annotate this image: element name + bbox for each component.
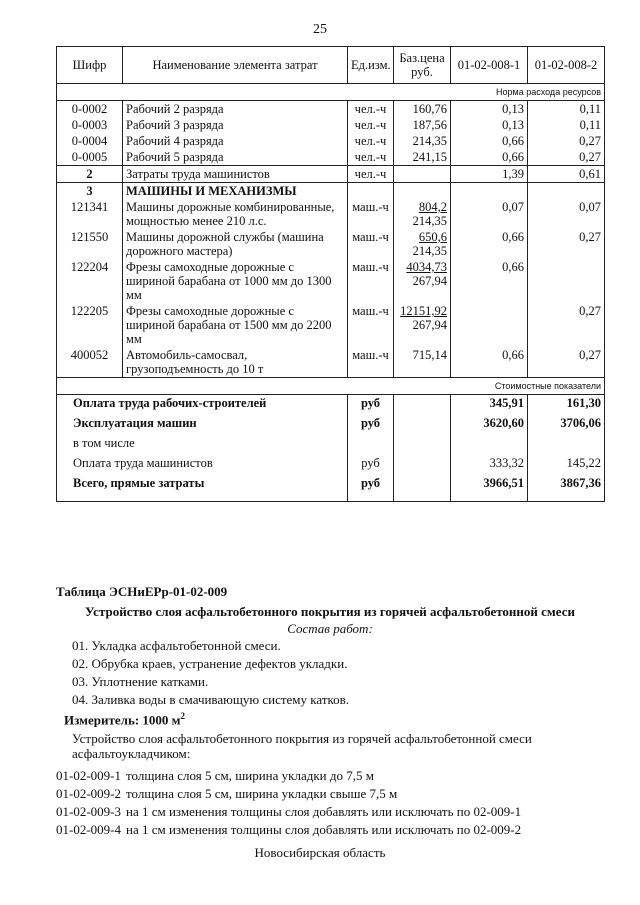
measure bbox=[64, 711, 185, 728]
row-value-1: 0,66 bbox=[451, 149, 528, 166]
row-code: 0-0005 bbox=[57, 149, 123, 166]
row-unit: маш.-ч bbox=[348, 347, 394, 378]
section-title: МАШИНЫ И МЕХАНИЗМЫ bbox=[123, 183, 348, 200]
machinist-price: 267,94 bbox=[412, 318, 447, 332]
row-value-1: 0,66 bbox=[451, 259, 528, 303]
machines-header-row bbox=[57, 183, 605, 200]
row-value-1: 0,07 bbox=[451, 199, 528, 229]
table-row bbox=[57, 347, 605, 378]
total-name: Всего, прямые затраты bbox=[57, 475, 348, 502]
table-row bbox=[57, 133, 605, 149]
row-unit: чел.-ч bbox=[348, 166, 394, 183]
totals-row bbox=[57, 435, 605, 455]
item-text: толщина слоя 5 см, ширина укладки свыше 7,5 м bbox=[126, 786, 398, 801]
row-value-2: 0,11 bbox=[528, 101, 605, 118]
row-code: 0-0002 bbox=[57, 101, 123, 118]
item-code: 01-02-009-4 bbox=[56, 822, 121, 837]
table-header-row bbox=[57, 47, 605, 84]
total-value-1: 333,32 bbox=[451, 455, 528, 475]
row-unit: маш.-ч bbox=[348, 303, 394, 347]
header-price: Баз.цена руб. bbox=[394, 47, 451, 84]
row-value-1: 1,39 bbox=[451, 166, 528, 183]
machinist-price: 267,94 bbox=[412, 274, 447, 288]
row-value-1: 0,66 bbox=[451, 347, 528, 378]
work-item: 03. Уплотнение катками. bbox=[72, 674, 209, 689]
row-price: 187,56 bbox=[394, 117, 451, 133]
row-name: Рабочий 5 разряда bbox=[123, 149, 348, 166]
list-item bbox=[56, 768, 374, 784]
row-value-2: 0,27 bbox=[528, 149, 605, 166]
totals-row bbox=[57, 475, 605, 502]
measure-label: Измеритель: 1000 м bbox=[64, 712, 181, 728]
machine-price: 4034,73 bbox=[406, 260, 447, 274]
row-unit: чел.-ч bbox=[348, 149, 394, 166]
row-price bbox=[394, 259, 451, 303]
item-code: 01-02-009-3 bbox=[56, 804, 121, 819]
total-unit: руб bbox=[348, 475, 394, 502]
resource-norm-table bbox=[56, 46, 605, 502]
list-item bbox=[56, 822, 521, 838]
row-unit: чел.-ч bbox=[348, 101, 394, 118]
work-item: 01. Укладка асфальтобетонной смеси. bbox=[72, 638, 281, 653]
row-price: 241,15 bbox=[394, 149, 451, 166]
row-price: 214,35 bbox=[394, 133, 451, 149]
total-unit: руб bbox=[348, 415, 394, 435]
row-name: Машины дорожные комбинированные, мощностью менее 210 л.с. bbox=[123, 199, 348, 229]
row-code: 121341 bbox=[57, 199, 123, 229]
measure-sup: 2 bbox=[180, 711, 186, 721]
table-row bbox=[57, 303, 605, 347]
total-name: Оплата труда машинистов bbox=[57, 455, 348, 475]
row-value-1 bbox=[451, 303, 528, 347]
row-value-2: 0,27 bbox=[528, 229, 605, 259]
list-item bbox=[56, 804, 521, 820]
item-text: на 1 см изменения толщины слоя добавлять или исключать по 02-009-1 bbox=[126, 804, 522, 819]
totals-row bbox=[57, 395, 605, 416]
row-code: 400052 bbox=[57, 347, 123, 378]
row-code: 122205 bbox=[57, 303, 123, 347]
list-item bbox=[56, 786, 397, 802]
row-code: 121550 bbox=[57, 229, 123, 259]
table-row bbox=[57, 149, 605, 166]
header-col1: 01-02-008-1 bbox=[451, 47, 528, 84]
row-unit: чел.-ч bbox=[348, 133, 394, 149]
row-price: 715,14 bbox=[394, 347, 451, 378]
total-value-1: 345,91 bbox=[451, 395, 528, 416]
machinists-row bbox=[57, 166, 605, 183]
row-unit: маш.-ч bbox=[348, 259, 394, 303]
item-code: 01-02-009-2 bbox=[56, 786, 121, 801]
row-code: 122204 bbox=[57, 259, 123, 303]
header-unit: Ед.изм. bbox=[348, 47, 394, 84]
row-name: Рабочий 2 разряда bbox=[123, 101, 348, 118]
table-row bbox=[57, 117, 605, 133]
table-row bbox=[57, 229, 605, 259]
work-item: 02. Обрубка краев, устранение дефектов укладки. bbox=[72, 656, 348, 671]
row-value-2: 0,11 bbox=[528, 117, 605, 133]
row-name: Фрезы самоходные дорожные с шириной барабана от 1000 мм до 1300 мм bbox=[123, 259, 348, 303]
total-value-2: 145,22 bbox=[528, 455, 605, 475]
row-name: Затраты труда машинистов bbox=[123, 166, 348, 183]
table-row bbox=[57, 199, 605, 229]
row-name: Рабочий 3 разряда bbox=[123, 117, 348, 133]
norm-caption-row bbox=[57, 84, 605, 101]
table-title: Таблица ЭСНиЕРр-01-02-009 bbox=[56, 584, 228, 599]
page-number: 25 bbox=[313, 22, 327, 37]
totals-row bbox=[57, 415, 605, 435]
total-value-2: 161,30 bbox=[528, 395, 605, 416]
region-footer: Новосибирская область bbox=[254, 845, 386, 860]
row-code: 0-0003 bbox=[57, 117, 123, 133]
total-value-1: 3620,60 bbox=[451, 415, 528, 435]
item-text: на 1 см изменения толщины слоя добавлять или исключать по 02-009-2 bbox=[126, 822, 522, 837]
item-code: 01-02-009-1 bbox=[56, 768, 121, 783]
row-value-2: 0,61 bbox=[528, 166, 605, 183]
cost-caption-row bbox=[57, 378, 605, 395]
cost-caption: Стоимостные показатели bbox=[57, 378, 605, 395]
row-unit: чел.-ч bbox=[348, 117, 394, 133]
total-value-2: 3706,06 bbox=[528, 415, 605, 435]
row-value-1: 0,13 bbox=[451, 117, 528, 133]
table-row bbox=[57, 259, 605, 303]
row-price bbox=[394, 199, 451, 229]
row-value-2: 0,07 bbox=[528, 199, 605, 229]
machine-price: 804,2 bbox=[418, 200, 447, 214]
description: Устройство слоя асфальтобетонного покрытия из горячей асфальтобетонной смеси асфальтоукладчиком: bbox=[72, 731, 532, 761]
row-price: 160,76 bbox=[394, 101, 451, 118]
row-price bbox=[394, 166, 451, 183]
work-item: 04. Заливка воды в смачивающую систему катков. bbox=[72, 692, 350, 707]
totals-row bbox=[57, 455, 605, 475]
row-price bbox=[394, 303, 451, 347]
row-value-1: 0,66 bbox=[451, 229, 528, 259]
table-row bbox=[57, 101, 605, 118]
total-unit: руб bbox=[348, 455, 394, 475]
row-value-1: 0,13 bbox=[451, 101, 528, 118]
row-code: 3 bbox=[57, 183, 123, 200]
row-name: Машины дорожной службы (машина дорожного мастера) bbox=[123, 229, 348, 259]
row-price bbox=[394, 229, 451, 259]
total-unit: руб bbox=[348, 395, 394, 416]
row-code: 0-0004 bbox=[57, 133, 123, 149]
row-value-2: 0,27 bbox=[528, 303, 605, 347]
total-name: в том числе bbox=[57, 435, 348, 455]
row-unit: маш.-ч bbox=[348, 199, 394, 229]
row-name: Фрезы самоходные дорожные с шириной барабана от 1500 мм до 2200 мм bbox=[123, 303, 348, 347]
total-name: Эксплуатация машин bbox=[57, 415, 348, 435]
header-col2: 01-02-008-2 bbox=[528, 47, 605, 84]
machine-price: 650,6 bbox=[418, 230, 447, 244]
row-unit: маш.-ч bbox=[348, 229, 394, 259]
composition-title: Состав работ: bbox=[287, 621, 373, 636]
row-value-2: 0,27 bbox=[528, 347, 605, 378]
header-code: Шифр bbox=[57, 47, 123, 84]
total-value-1: 3966,51 bbox=[451, 475, 528, 502]
row-value-2: 0,27 bbox=[528, 133, 605, 149]
total-name: Оплата труда рабочих-строителей bbox=[57, 395, 348, 416]
row-value-2 bbox=[528, 259, 605, 303]
item-text: толщина слоя 5 см, ширина укладки до 7,5 м bbox=[126, 768, 374, 783]
row-value-1: 0,66 bbox=[451, 133, 528, 149]
header-name: Наименование элемента затрат bbox=[123, 47, 348, 84]
machinist-price: 214,35 bbox=[412, 244, 447, 258]
machine-price: 12151,92 bbox=[400, 304, 447, 318]
total-value-2: 3867,36 bbox=[528, 475, 605, 502]
norm-caption: Норма расхода ресурсов bbox=[57, 84, 605, 101]
table-name: Устройство слоя асфальтобетонного покрытия из горячей асфальтобетонной смеси bbox=[85, 604, 575, 619]
machinist-price: 214,35 bbox=[412, 214, 447, 228]
row-name: Автомобиль-самосвал, грузоподъемность до 10 т bbox=[123, 347, 348, 378]
row-code: 2 bbox=[57, 166, 123, 183]
row-name: Рабочий 4 разряда bbox=[123, 133, 348, 149]
